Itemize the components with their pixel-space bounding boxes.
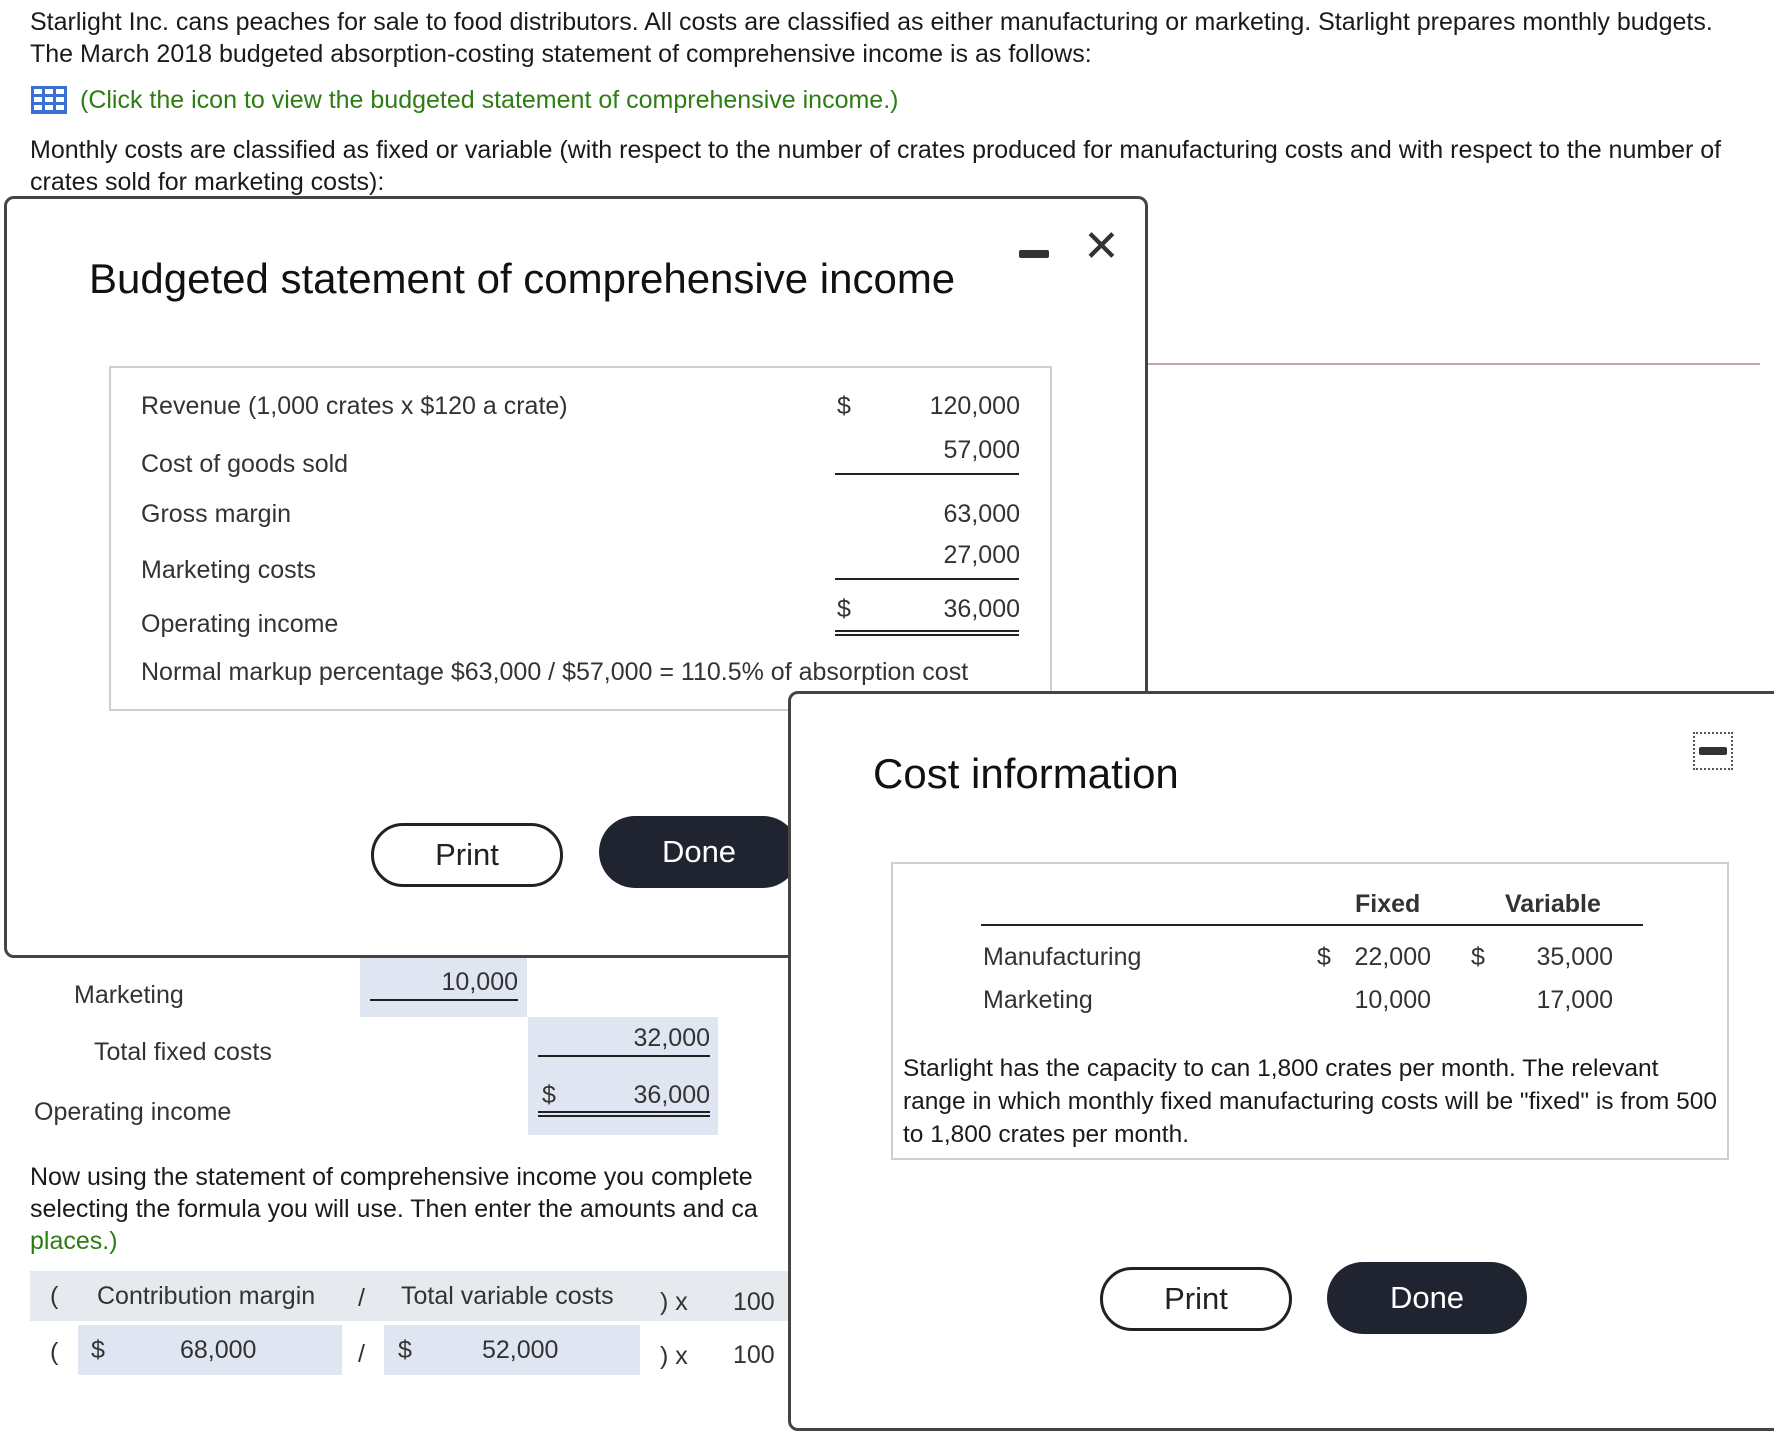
operating-income-double-rule bbox=[538, 1111, 710, 1117]
marketing-rule bbox=[835, 578, 1019, 580]
header-rule bbox=[981, 924, 1643, 926]
cost-classification-paragraph: Monthly costs are classified as fixed or variable (with respect to the number of crates produced for manufacturing costs and with respect to the number of crates sold for marketing costs): bbox=[30, 136, 1722, 196]
opinc-dollar: $ bbox=[837, 595, 851, 623]
statement-print-button[interactable]: Print bbox=[371, 823, 563, 887]
gross-margin-label: Gross margin bbox=[141, 500, 292, 528]
total-fixed-value: 32,000 bbox=[538, 1024, 710, 1057]
operating-income-value: 36,000 bbox=[633, 1081, 710, 1109]
minimize-icon[interactable] bbox=[1019, 250, 1049, 258]
marketing-costs-label: Marketing costs bbox=[141, 556, 317, 584]
formula-hundred: 100 bbox=[733, 1288, 775, 1316]
cm-value: 68,000 bbox=[180, 1336, 257, 1364]
tvc-value: 52,000 bbox=[482, 1336, 559, 1364]
opinc-double-rule bbox=[835, 630, 1019, 636]
operating-income-dollar: $ bbox=[542, 1081, 556, 1109]
markup-label: Normal markup percentage $63,000 / $57,000 = 110.5% of absorption cost bbox=[141, 658, 969, 686]
total-fixed-label: Total fixed costs bbox=[94, 1038, 272, 1066]
intro-paragraph: Starlight Inc. cans peaches for sale to food distributors. All costs are classified as either manufacturing or marketing. Starlight prepares monthly budgets. The March 2018 budgeted absorption-costing statement of comprehensive income is as follows: bbox=[30, 8, 1713, 68]
opinc-label: Operating income bbox=[141, 610, 339, 638]
formula-close-times: ) x bbox=[660, 1288, 688, 1316]
marketing-variable: 17,000 bbox=[1536, 986, 1613, 1014]
marketing-fixed: 10,000 bbox=[1354, 986, 1431, 1014]
revenue-label: Revenue (1,000 crates x $120 a crate) bbox=[141, 392, 568, 420]
instruction-line-1: Now using the statement of comprehensive income you complete bbox=[30, 1163, 753, 1191]
cost-info-title: Cost information bbox=[873, 750, 1179, 797]
statement-modal-title: Budgeted statement of comprehensive income bbox=[89, 255, 956, 302]
revenue-dollar: $ bbox=[837, 392, 851, 420]
gross-margin-value: 63,000 bbox=[943, 500, 1020, 528]
tvc-dollar: $ bbox=[398, 1336, 412, 1364]
formula-open-paren: ( bbox=[50, 1282, 59, 1310]
manufacturing-label: Manufacturing bbox=[983, 943, 1142, 971]
cm-dollar: $ bbox=[91, 1336, 105, 1364]
opinc-value: 36,000 bbox=[943, 595, 1020, 623]
cogs-label: Cost of goods sold bbox=[141, 450, 349, 478]
statement-done-button[interactable]: Done bbox=[599, 816, 799, 888]
worksheet-operating-income-label: Operating income bbox=[34, 1098, 232, 1126]
col-variable-header: Variable bbox=[1505, 890, 1601, 918]
divider bbox=[1148, 363, 1760, 365]
manufacturing-fixed: 22,000 bbox=[1354, 943, 1431, 971]
cost-done-button[interactable]: Done bbox=[1327, 1262, 1527, 1334]
instruction-line-2: selecting the formula you will use. Then enter the amounts and ca bbox=[30, 1195, 758, 1223]
statement-table bbox=[109, 366, 1052, 711]
revenue-value: 120,000 bbox=[929, 392, 1020, 420]
inputs-close-times: ) x bbox=[660, 1342, 688, 1370]
worksheet-marketing-label: Marketing bbox=[74, 981, 184, 1009]
cost-info-modal bbox=[788, 691, 1774, 1431]
manufacturing-dollar-2: $ bbox=[1471, 943, 1485, 971]
cost-table bbox=[891, 862, 1729, 1160]
cost-marketing-label: Marketing bbox=[983, 986, 1093, 1014]
marketing-costs-value: 27,000 bbox=[943, 541, 1020, 569]
formula-slash: / bbox=[358, 1284, 365, 1312]
capacity-note: Starlight has the capacity to can 1,800 crates per month. The relevant range in which monthly fixed manufacturing costs will be "fixed" is from 500 to 1,800 crates per month. bbox=[903, 1055, 1718, 1148]
table-grid-icon[interactable] bbox=[30, 85, 68, 115]
cogs-value: 57,000 bbox=[943, 436, 1020, 464]
inputs-hundred: 100 bbox=[733, 1341, 775, 1369]
manufacturing-variable: 35,000 bbox=[1536, 943, 1613, 971]
instruction-line-3: places.) bbox=[30, 1227, 118, 1255]
view-statement-link[interactable] bbox=[30, 84, 898, 116]
cost-print-button[interactable]: Print bbox=[1100, 1267, 1292, 1331]
minimize-icon[interactable] bbox=[1693, 732, 1733, 770]
inputs-slash: / bbox=[358, 1340, 365, 1368]
marketing-fixed-value: 10,000 bbox=[370, 968, 518, 1001]
cogs-rule bbox=[835, 473, 1019, 475]
col-fixed-header: Fixed bbox=[1355, 890, 1421, 918]
formula-total-variable-costs[interactable]: Total variable costs bbox=[401, 1282, 614, 1310]
inputs-open-paren: ( bbox=[50, 1338, 59, 1366]
view-statement-link-text[interactable]: (Click the icon to view the budgeted statement of comprehensive income.) bbox=[80, 86, 899, 114]
formula-contribution-margin[interactable]: Contribution margin bbox=[97, 1282, 316, 1310]
manufacturing-dollar-1: $ bbox=[1317, 943, 1331, 971]
close-icon[interactable]: ✕ bbox=[1083, 222, 1120, 271]
